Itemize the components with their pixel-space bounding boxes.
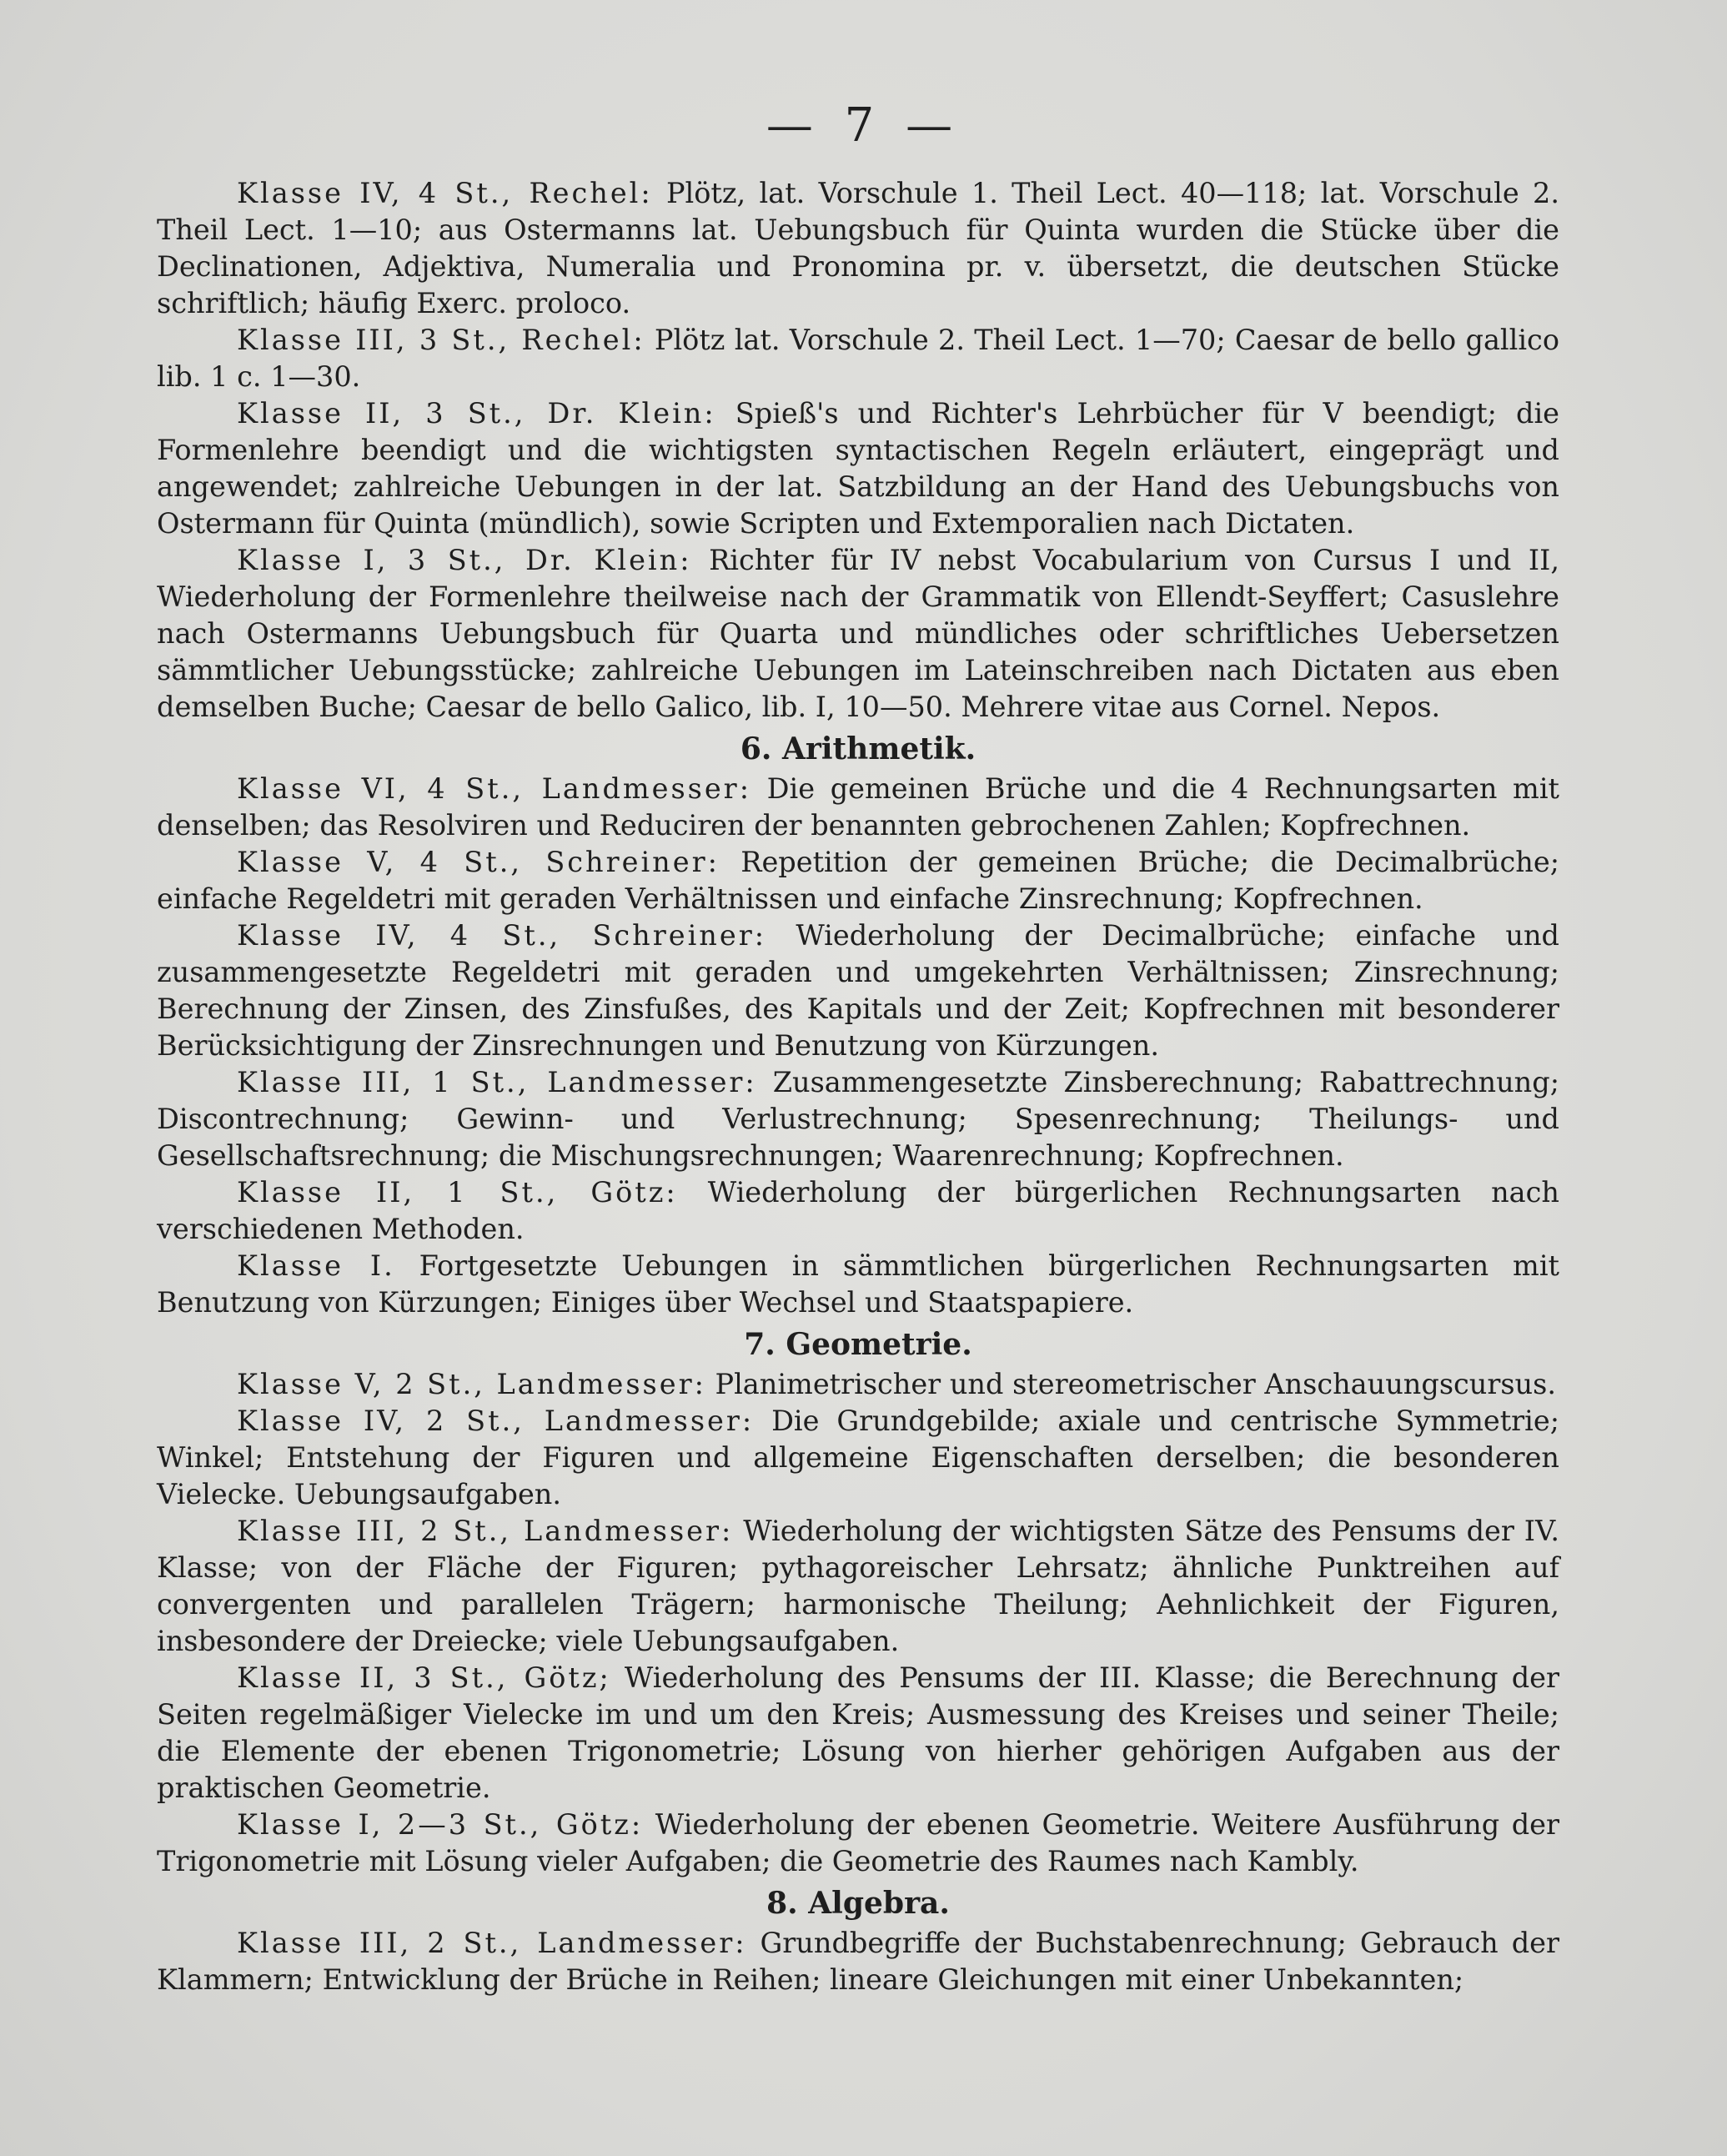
paragraph-geo-klasse-iii — [157, 1513, 1559, 1660]
class-label: Klasse III, 2 St., Landmesser: — [237, 1515, 734, 1547]
paragraph-text: Richter für IV nebst Vocabularium von Cursus I und II, Wiederholung der Formenlehre theilweise nach der Grammatik von Ellendt-Seyffert; Casuslehre nach Ostermanns Uebungsbuch für Quarta und mündliches oder schriftliches Uebersetzen sämmtlicher Uebungsstücke; zahlreiche Uebungen im Lateinschreiben nach Dictaten aus eben demselben Buche; Caesar de bello Galico, lib. I, 10—50. Mehrere vitae aus Cornel. Nepos. — [157, 544, 1559, 723]
class-label: Klasse II, 3 St., Dr. Klein: — [237, 397, 716, 430]
page-number: — 7 — — [766, 98, 961, 153]
paragraph-text: Wiederholung der wichtigsten Sätze des Pensums der IV. Klasse; von der Fläche der Figuren; pythagoreischer Lehrsatz; ähnliche Punktreihen auf convergenten und parallelen Trägern; harmonische Theilung; Aehnlichkeit der Figuren, insbesondere der Dreiecke; viele Uebungsaufgaben. — [157, 1515, 1559, 1657]
class-label: Klasse I. — [237, 1249, 395, 1282]
paragraph-text: Grundbegriffe der Buchstabenrechnung; Gebrauch der Klammern; Entwicklung der Brüche in Reihen; lineare Gleichungen mit einer Unbekannten; — [157, 1927, 1560, 1996]
paragraph-text: Wiederholung des Pensums der III. Klasse; die Berechnung der Seiten regelmäßiger Vielecke im und um den Kreis; Ausmessung des Kreises und seiner Theile; die Elemente der ebenen Trigonometrie; Lösung von hierher gehörigen Aufgaben aus der praktischen Geometrie. — [157, 1661, 1559, 1804]
paragraph-text: Die gemeinen Brüche und die 4 Rechnungsarten mit denselben; das Resolviren und Reduciren der benannten gebrochenen Zahlen; Kopfrechnen. — [157, 772, 1560, 842]
class-label: Klasse V, 4 St., Schreiner: — [237, 846, 720, 878]
paragraph-text: Wiederholung der ebenen Geometrie. Weitere Ausführung der Trigonometrie mit Lösung vieler Aufgaben; die Geometrie des Raumes nach Kambly. — [157, 1808, 1559, 1877]
paragraph-text: Plötz lat. Vorschule 2. Theil Lect. 1—70; Caesar de bello gallico lib. 1 c. 1—30. — [157, 324, 1559, 393]
paragraph-text: Zusammengesetzte Zinsberechnung; Rabattrechnung; Discontrechnung; Gewinn- und Verlustrechnung; Spesenrechnung; Theilungs- und Gesellschaftsrechnung; die Mischungsrechnungen; Waarenrechnung; Kopfrechnen. — [157, 1066, 1559, 1172]
class-label: Klasse III, 3 St., Rechel: — [237, 324, 645, 356]
paragraph-geo-klasse-v — [157, 1366, 1559, 1403]
paragraph-geo-klasse-ii — [157, 1660, 1559, 1807]
paragraph-arith-klasse-i — [157, 1248, 1559, 1321]
section-heading-arithmetik: 6. Arithmetik. — [740, 731, 976, 766]
section-heading-geometrie: 7. Geometrie. — [744, 1327, 972, 1362]
paragraph-text: Wiederholung der Decimalbrüche; einfache und zusammengesetzte Regeldetri mit geraden und umgekehrten Verhältnissen; Zinsrechnung; Berechnung der Zinsen, des Zinsfußes, des Kapitals und der Zeit; Kopfrechnen mit besonderer Berücksichtigung der Zinsrechnungen und Benutzung von Kürzungen. — [157, 919, 1559, 1062]
paragraph-text: Wiederholung der bürgerlichen Rechnungsarten nach verschiedenen Methoden. — [157, 1176, 1559, 1245]
paragraph-latin-klasse-iv — [157, 175, 1559, 322]
class-label: Klasse I, 3 St., Dr. Klein: — [237, 544, 692, 576]
class-label: Klasse I, 2—3 St., Götz: — [237, 1808, 644, 1841]
paragraph-geo-klasse-i — [157, 1807, 1559, 1880]
paragraph-arith-klasse-vi — [157, 771, 1559, 844]
paragraph-latin-klasse-iii — [157, 322, 1559, 395]
class-label: Klasse II, 1 St., Götz: — [237, 1176, 678, 1209]
paragraph-arith-klasse-iii — [157, 1064, 1559, 1174]
page-body — [157, 175, 1559, 1998]
paragraph-arith-klasse-ii — [157, 1174, 1559, 1248]
paragraph-text: Spieß's und Richter's Lehrbücher für V beendigt; die Formenlehre beendigt und die wichtigsten syntactischen Regeln erläutert, eingeprägt und angewendet; zahlreiche Uebungen in der lat. Satzbildung an der Hand des Uebungsbuchs von Ostermann für Quinta (mündlich), sowie Scripten und Extemporalien nach Dictaten. — [157, 397, 1559, 540]
paragraph-text: Planimetrischer und stereometrischer Anschauungscursus. — [715, 1368, 1556, 1400]
paragraph-text: Fortgesetzte Uebungen in sämmtlichen bürgerlichen Rechnungsarten mit Benutzung von Kürzungen; Einiges über Wechsel und Staatspapiere. — [157, 1249, 1559, 1319]
class-label: Klasse II, 3 St., Götz; — [237, 1661, 611, 1694]
paragraph-text: Die Grundgebilde; axiale und centrische Symmetrie; Winkel; Entstehung der Figuren und allgemeine Eigenschaften derselben; die besonderen Vielecke. Uebungsaufgaben. — [157, 1405, 1559, 1510]
section-heading-algebra: 8. Algebra. — [766, 1886, 950, 1921]
paragraph-geo-klasse-iv — [157, 1403, 1559, 1513]
paragraph-text: Repetition der gemeinen Brüche; die Decimalbrüche; einfache Regeldetri mit geraden Verhältnissen und einfache Zinsrechnung; Kopfrechnen. — [157, 846, 1559, 915]
class-label: Klasse III, 2 St., Landmesser: — [237, 1927, 747, 1959]
paragraph-latin-klasse-i — [157, 542, 1559, 726]
class-label: Klasse IV, 2 St., Landmesser: — [237, 1405, 755, 1437]
class-label: Klasse IV, 4 St., Rechel: — [237, 177, 653, 209]
paragraph-arith-klasse-iv — [157, 917, 1559, 1064]
paragraph-text: Plötz, lat. Vorschule 1. Theil Lect. 40—118; lat. Vorschule 2. Theil Lect. 1—10; aus Ostermanns lat. Uebungsbuch für Quinta wurden die Stücke über die Declinationen, Adjektiva, Numeralia und Pronomina pr. v. übersetzt, die deutschen Stücke schriftlich; häufig Exerc. proloco. — [157, 177, 1559, 319]
class-label: Klasse III, 1 St., Landmesser: — [237, 1066, 757, 1098]
paragraph-alg-klasse-iii — [157, 1925, 1559, 1998]
paragraph-arith-klasse-v — [157, 844, 1559, 917]
class-label: Klasse IV, 4 St., Schreiner: — [237, 919, 767, 952]
class-label: Klasse V, 2 St., Landmesser: — [237, 1368, 706, 1400]
class-label: Klasse VI, 4 St., Landmesser: — [237, 772, 751, 805]
paragraph-latin-klasse-ii — [157, 395, 1559, 542]
